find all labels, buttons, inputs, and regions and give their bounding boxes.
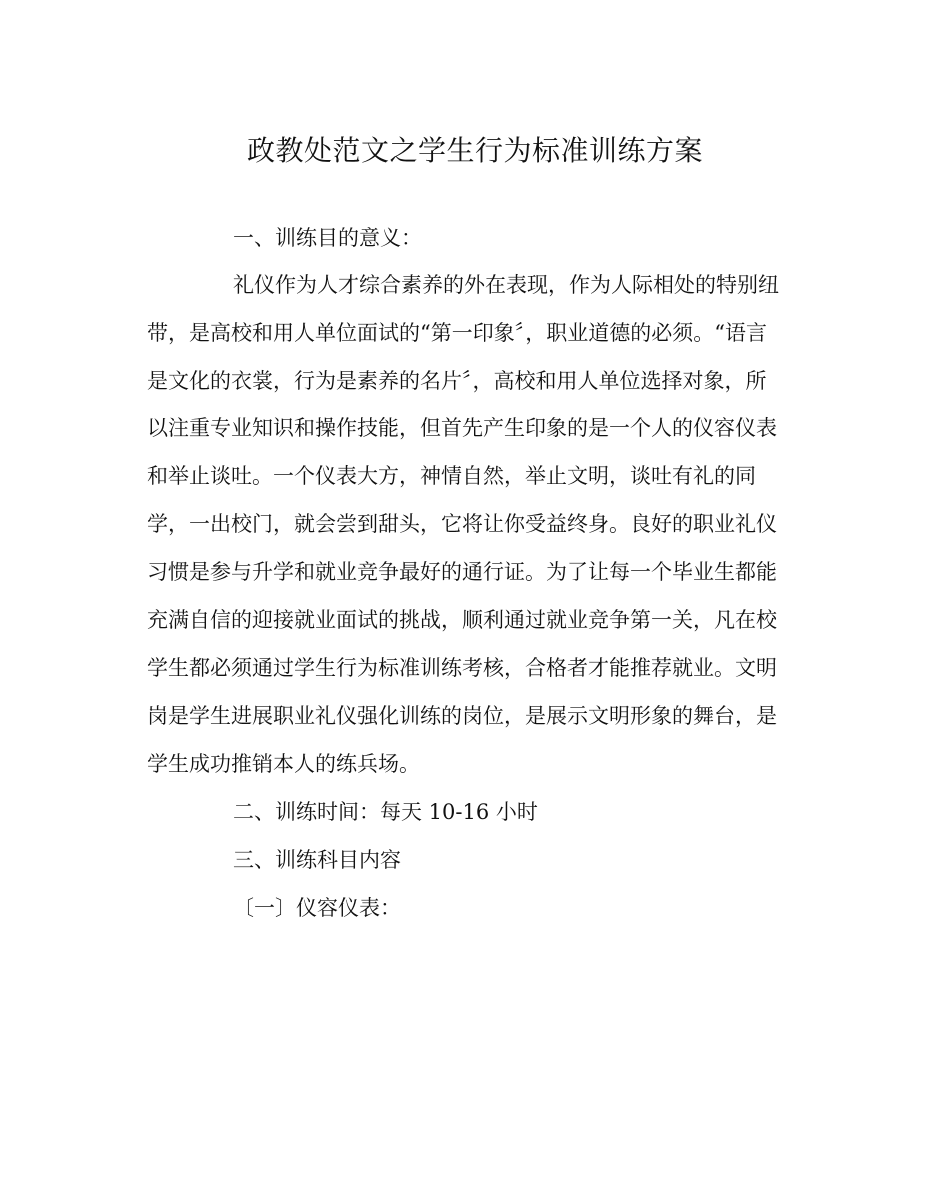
paragraph-line: 学生都必须通过学生行为标准训练考核，合格者才能推荐就业。文明 [147,656,777,680]
paragraph-line: 学，一出校门，就会尝到甜头，它将让你受益终身。良好的职业礼仪 [147,512,777,536]
paragraph-line: 充满自信的迎接就业面试的挑战，顺利通过就业竞争第一关，凡在校 [147,608,777,632]
paragraph-line: 岗是学生进展职业礼仪强化训练的岗位，是展示文明形象的舞台，是 [147,704,777,728]
document-title: 政教处范文之学生行为标准训练方案 [246,134,703,167]
section1-heading: 一、训练目的意义： [233,226,422,250]
section2-heading: 二、训练时间：每天 10-16 小时 [233,800,538,824]
subsection1-heading: 〔一〕仪容仪表： [233,896,401,920]
section3-heading: 三、训练科目内容 [233,848,401,872]
paragraph-line: 带，是高校和用人单位面试的“第一印象〞，职业道德的必须。“语言 [147,321,767,345]
paragraph-line: 是文化的衣裳，行为是素养的名片〞，高校和用人单位选择对象，所 [147,369,767,393]
paragraph-line: 以注重专业知识和操作技能，但首先产生印象的是一个人的仪容仪表 [147,416,777,440]
paragraph-line: 礼仪作为人才综合素养的外在表现，作为人际相处的特别纽 [233,273,779,297]
paragraph-line: 学生成功推销本人的练兵场。 [147,752,420,776]
paragraph-line: 习惯是参与升学和就业竞争最好的通行证。为了让每一个毕业生都能 [147,560,777,584]
paragraph-line: 和举止谈吐。一个仪表大方，神情自然，举止文明，谈吐有礼的同 [147,464,756,488]
